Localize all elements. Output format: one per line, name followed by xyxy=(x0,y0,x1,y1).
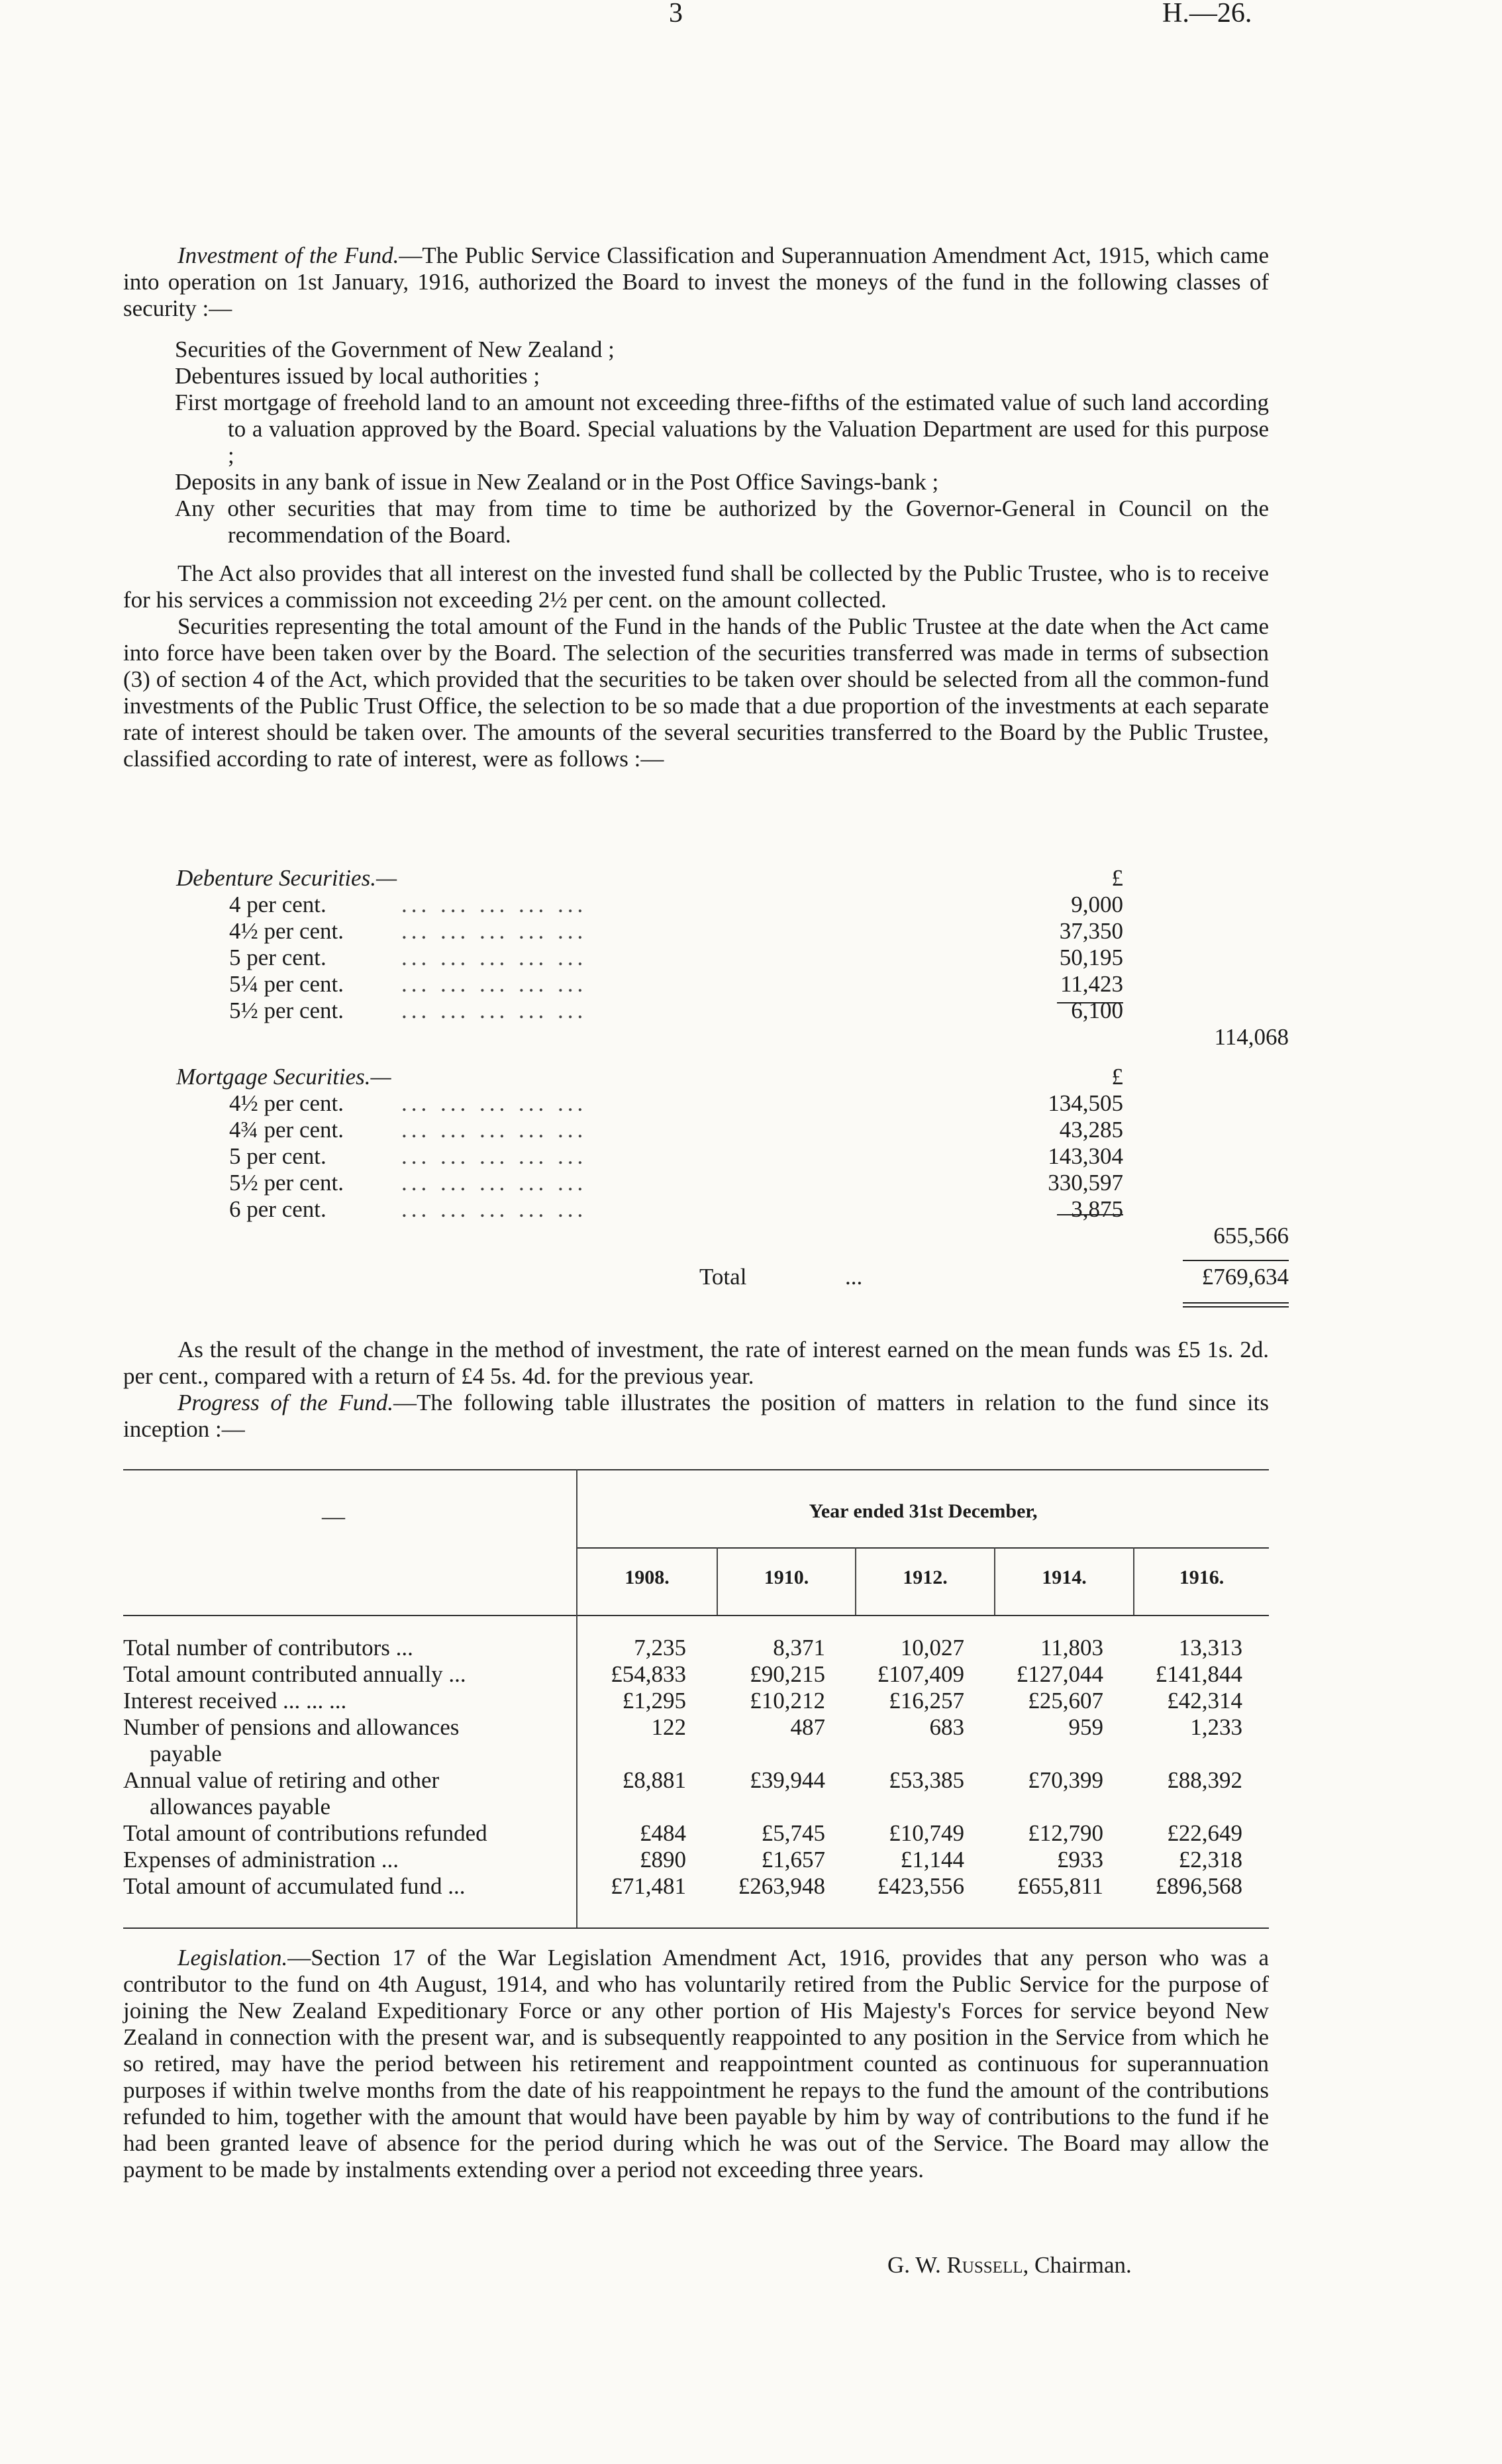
table-row xyxy=(123,1661,1269,1688)
leader-dots: ... ... ... ... ... xyxy=(401,998,587,1023)
amount: 11,423 xyxy=(1060,971,1123,997)
investment-intro: —The Public Service Classification and Superannuation Amendment Act, 1915, which came into operation on 1st January, 1916, authorized the Board to invest the moneys of the fund in the following classes of security :— xyxy=(123,242,1269,321)
mortgage-subtotal-row xyxy=(123,1223,1289,1249)
amount: 43,285 xyxy=(1059,1117,1123,1143)
amount: 6,100 xyxy=(1071,998,1123,1023)
progress-intro: —The following table illustrates the position of matters in relation to the fund since its inception :— xyxy=(123,1390,1269,1442)
total-rule xyxy=(1183,1260,1289,1261)
cell-value: 1,233 xyxy=(1190,1714,1242,1740)
leader-dots: ... ... ... ... ... xyxy=(401,1196,587,1222)
legislation-paragraph xyxy=(123,1945,1269,2183)
cell-value: £1,144 xyxy=(900,1847,964,1873)
security-class-item: First mortgage of freehold land to an amount not exceeding three-fifths of the estimated value of such land according to a valuation approved by the Board. Special valuations by the Valuation Department are used for this purpose ; xyxy=(175,389,1269,468)
rate-label: 4 per cent. xyxy=(229,892,326,917)
year-header: 1916. xyxy=(1179,1566,1225,1588)
security-class-item: Deposits in any bank of issue in New Zealand or in the Post Office Savings-bank ; xyxy=(175,469,939,495)
cell-value: £88,392 xyxy=(1167,1767,1242,1793)
table-row xyxy=(123,1873,1269,1900)
amount: 37,350 xyxy=(1059,918,1123,944)
amount: 330,597 xyxy=(1048,1170,1123,1196)
year-header: 1912. xyxy=(903,1566,948,1588)
security-classes-list xyxy=(123,336,1269,548)
cell-value: 683 xyxy=(929,1714,964,1740)
progress-table xyxy=(123,1464,1269,1927)
cell-value: £12,790 xyxy=(1028,1820,1103,1846)
cell-value: 11,803 xyxy=(1040,1635,1103,1661)
cell-value: £16,257 xyxy=(889,1688,964,1714)
security-row xyxy=(123,1117,1183,1143)
security-row xyxy=(123,1196,1183,1223)
table-row xyxy=(123,1714,1269,1767)
security-row xyxy=(123,892,1183,918)
rate-label: 4½ per cent. xyxy=(229,918,344,944)
cell-value: £655,811 xyxy=(1017,1873,1103,1899)
row-label: Total amount contributed annually ... xyxy=(123,1661,466,1687)
table-bottom-rule xyxy=(123,1927,1269,1929)
collection-paragraph: The Act also provides that all interest on the invested fund shall be collected by the Public Trustee, who is to receive for his services a commission not exceeding 2½ per cent. on the amount collected. xyxy=(123,560,1269,613)
row-label: Total number of contributors ... xyxy=(123,1635,413,1661)
cell-value: £5,745 xyxy=(761,1820,825,1846)
security-class-item: Debentures issued by local authorities ; xyxy=(175,363,540,389)
debenture-subtotal: 114,068 xyxy=(1214,1024,1289,1050)
rate-label: 5¼ per cent. xyxy=(229,971,344,997)
investment-heading: Investment of the Fund. xyxy=(177,242,399,268)
year-header: 1910. xyxy=(764,1566,809,1588)
security-row xyxy=(123,1090,1183,1117)
table-row xyxy=(123,1688,1269,1714)
security-row xyxy=(123,971,1183,998)
transfer-paragraph: Securities representing the total amount of the Fund in the hands of the Public Trustee at the date when the Act came into force have been taken over by the Board. The selection of the securities transferred was made in terms of subsection (3) of section 4 of the Act, which provided that the securities to be taken over should be selected from all the common-fund investments of the Public Trust Office, the selection to be so made that a due proportion of the investments at each separate rate of interest should be taken over. The amounts of the several securities transferred to the Board by the Public Trustee, classified according to rate of interest, were as follows :— xyxy=(123,613,1269,772)
security-row xyxy=(123,945,1183,971)
cell-value: 7,235 xyxy=(634,1635,686,1661)
cell-value: £53,385 xyxy=(889,1767,964,1793)
rate-label: 4¾ per cent. xyxy=(229,1117,344,1143)
row-label: Annual value of retiring and other xyxy=(123,1767,440,1793)
result-paragraph: As the result of the change in the method of investment, the rate of interest earned on the mean funds was £5 1s. 2d. per cent., compared with a return of £4 5s. 4d. for the previous year. xyxy=(123,1337,1269,1389)
cell-value: £423,556 xyxy=(877,1873,964,1899)
leader-dots: ... ... ... ... ... xyxy=(401,971,587,997)
row-label-continued: allowances payable xyxy=(150,1794,331,1820)
legislation-text: —Section 17 of the War Legislation Amendment Act, 1916, provides that any person who was a contributor to the fund on 4th August, 1914, and who has voluntarily retired from the Public Service for the purpose of joining the New Zealand Expeditionary Force or any other portion of His Majesty's Forces for service beyond New Zealand in connection with the present war, and is subsequently reappointed to any position in the Service from which he so retired, may have the period between his retirement and reappointment counted as continuous for superannuation purposes if within twelve months from the date of his reappointment he repays to the fund the amount of the contributions refunded to him, together with the amount that would have been payable by him by way of contributions to the fund if he had been granted leave of absence for the period during which he was out of the Service. The Board may allow the payment to be made by instalments extending over a period not exceeding three years. xyxy=(123,1945,1269,2182)
cell-value: £263,948 xyxy=(738,1873,825,1899)
amount: 134,505 xyxy=(1048,1090,1123,1116)
rate-label: 5½ per cent. xyxy=(229,998,344,1023)
security-row xyxy=(123,1143,1183,1170)
page-number: 3 xyxy=(669,0,683,28)
legislation-section xyxy=(123,1945,1269,2183)
header-bottom-rule xyxy=(123,1615,1269,1616)
total-double-rule xyxy=(1183,1306,1289,1308)
cell-value: £127,044 xyxy=(1016,1661,1103,1687)
debenture-title: Debenture Securities.— xyxy=(176,865,397,891)
cell-value: £2,318 xyxy=(1178,1847,1242,1873)
rate-label: 4½ per cent. xyxy=(229,1090,344,1116)
group-header: Year ended 31st December, xyxy=(809,1500,1038,1522)
mortgage-title: Mortgage Securities.— xyxy=(176,1064,391,1090)
table-row xyxy=(123,1820,1269,1847)
amount: 3,875 xyxy=(1071,1196,1123,1222)
row-label: Expenses of administration ... xyxy=(123,1847,399,1873)
mortgage-subtotal: 655,566 xyxy=(1213,1223,1289,1249)
row-label: Number of pensions and allowances xyxy=(123,1714,460,1740)
security-row xyxy=(123,1170,1183,1196)
amount: 9,000 xyxy=(1071,892,1123,917)
row-label: Interest received ... ... ... xyxy=(123,1688,347,1714)
table-top-rule xyxy=(123,1469,1269,1470)
cell-value: £90,215 xyxy=(750,1661,825,1687)
total-row xyxy=(123,1264,1289,1290)
cell-value: 13,313 xyxy=(1178,1635,1242,1661)
amount: 50,195 xyxy=(1059,945,1123,970)
security-row xyxy=(123,998,1183,1024)
currency-symbol: £ xyxy=(1111,1064,1123,1090)
amount: 143,304 xyxy=(1048,1143,1123,1169)
cell-value: £1,657 xyxy=(761,1847,825,1873)
cell-value: 959 xyxy=(1068,1714,1103,1740)
total-double-rule xyxy=(1183,1302,1289,1304)
cell-value: £10,749 xyxy=(889,1820,964,1846)
legislation-heading: Legislation. xyxy=(177,1945,288,1971)
result-block xyxy=(123,1337,1269,1443)
document-reference: H.—26. xyxy=(1162,0,1252,28)
cell-value: 487 xyxy=(790,1714,825,1740)
rate-label: 6 per cent. xyxy=(229,1196,326,1222)
stub-header: — xyxy=(322,1504,345,1529)
total-label: Total xyxy=(699,1264,747,1290)
cell-value: £1,295 xyxy=(622,1688,686,1714)
currency-symbol: £ xyxy=(1111,865,1123,891)
cell-value: £54,833 xyxy=(611,1661,686,1687)
year-header: 1908. xyxy=(625,1566,670,1588)
progress-heading: Progress of the Fund. xyxy=(177,1390,393,1415)
leader-dots: ... ... ... ... ... xyxy=(401,918,587,944)
cell-value: £22,649 xyxy=(1167,1820,1242,1846)
cell-value: £70,399 xyxy=(1028,1767,1103,1793)
security-class-item: Any other securities that may from time to time be authorized by the Governor-General in Council on the recommendation of the Board. xyxy=(175,495,1269,548)
cell-value: £71,481 xyxy=(611,1873,686,1899)
table-row xyxy=(123,1847,1269,1873)
progress-paragraph xyxy=(123,1390,1269,1443)
cell-value: £42,314 xyxy=(1167,1688,1242,1714)
mortgage-header-row xyxy=(123,1064,1183,1090)
leader-dots: ... ... ... ... ... xyxy=(401,1117,587,1143)
year-header: 1914. xyxy=(1042,1566,1087,1588)
cell-value: £10,212 xyxy=(750,1688,825,1714)
investment-section xyxy=(123,242,1269,322)
cell-value: £484 xyxy=(640,1820,686,1846)
cell-value: £141,844 xyxy=(1155,1661,1242,1687)
cell-value: £896,568 xyxy=(1155,1873,1242,1899)
leader-dots: ... ... ... ... ... xyxy=(401,892,587,917)
leader-dots: ... ... ... ... ... xyxy=(401,1090,587,1116)
collection-paragraph-block xyxy=(123,560,1269,772)
cell-value: 10,027 xyxy=(900,1635,964,1661)
cell-value: £8,881 xyxy=(622,1767,686,1793)
leader-dots: ... ... ... ... ... xyxy=(401,1143,587,1169)
leader-dots: ... xyxy=(845,1264,863,1290)
grand-total: £769,634 xyxy=(1201,1264,1289,1290)
debenture-header-row xyxy=(123,865,1183,892)
group-header-rule xyxy=(577,1547,1269,1549)
row-label: Total amount of accumulated fund ... xyxy=(123,1873,466,1899)
rate-label: 5½ per cent. xyxy=(229,1170,344,1196)
security-class-item: Securities of the Government of New Zealand ; xyxy=(175,336,615,362)
cell-value: £39,944 xyxy=(750,1767,825,1793)
investment-paragraph xyxy=(123,242,1269,322)
signatory-title: , Chairman. xyxy=(1023,2252,1132,2278)
signatory-name: G. W. Russell xyxy=(887,2252,1023,2278)
leader-dots: ... ... ... ... ... xyxy=(401,1170,587,1196)
cell-value: £890 xyxy=(640,1847,686,1873)
subtotal-rule xyxy=(1057,1214,1123,1215)
table-row xyxy=(123,1635,1269,1661)
rate-label: 5 per cent. xyxy=(229,1143,326,1169)
page-header xyxy=(0,0,1502,40)
rate-label: 5 per cent. xyxy=(229,945,326,970)
cell-value: £25,607 xyxy=(1028,1688,1103,1714)
table-row xyxy=(123,1767,1269,1820)
signature xyxy=(887,2252,1132,2279)
row-label: Total amount of contributions refunded xyxy=(123,1820,487,1846)
cell-value: £933 xyxy=(1057,1847,1103,1873)
debenture-subtotal-row xyxy=(123,1024,1289,1051)
subtotal-rule xyxy=(1057,1002,1123,1003)
cell-value: 122 xyxy=(651,1714,686,1740)
securities-table xyxy=(123,865,1289,1290)
cell-value: £107,409 xyxy=(877,1661,964,1687)
cell-value: 8,371 xyxy=(773,1635,825,1661)
security-row xyxy=(123,918,1183,945)
row-label-continued: payable xyxy=(150,1741,222,1767)
leader-dots: ... ... ... ... ... xyxy=(401,945,587,970)
